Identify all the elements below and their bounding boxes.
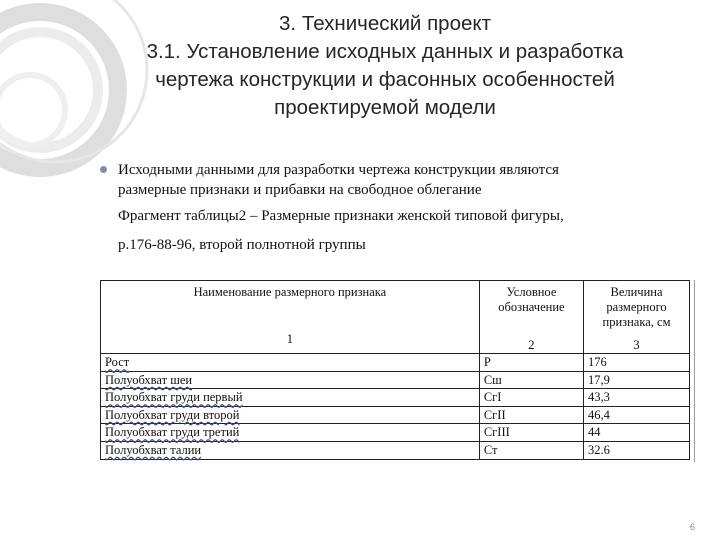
row-name: Рост	[101, 354, 480, 372]
title-line: проектируемой модели	[274, 96, 496, 119]
bullet-line: размерные признаки и прибавки на свободное облегание	[118, 182, 482, 198]
row-symbol: Ст	[479, 441, 583, 459]
row-value: 32.6	[584, 441, 690, 459]
header-value-line: размерного	[606, 300, 667, 314]
column-number-row	[101, 330, 690, 354]
table-row	[101, 371, 690, 389]
table-row	[101, 424, 690, 442]
header-value-line: признака, см	[602, 315, 671, 329]
slide-title	[70, 10, 700, 122]
measurements-table	[100, 280, 690, 460]
row-value: 46,4	[584, 406, 690, 424]
row-symbol: Р	[479, 354, 583, 372]
header-symbol-line: обозначение	[498, 300, 565, 314]
row-name: Полуобхват груди первый	[101, 389, 480, 407]
table-row	[101, 354, 690, 372]
bullet-item	[100, 160, 700, 200]
row-symbol: СгI	[479, 389, 583, 407]
column-number: 2	[479, 330, 583, 354]
row-symbol: Сш	[479, 371, 583, 389]
column-number: 1	[101, 330, 480, 354]
bullet-dot-icon	[100, 166, 107, 173]
row-name: Полуобхват талии	[101, 441, 480, 459]
bullet-line: Исходными данными для разработки чертежа конструкции являются	[118, 162, 559, 178]
row-name: Полуобхват груди третий	[101, 424, 480, 442]
title-line: 3.1. Установление исходных данных и разработка	[146, 40, 624, 63]
row-value: 176	[584, 354, 690, 372]
row-value: 44	[584, 424, 690, 442]
page-number: 6	[690, 522, 696, 532]
header-value	[584, 281, 690, 331]
row-symbol: СгIII	[479, 424, 583, 442]
row-symbol: СгII	[479, 406, 583, 424]
header-name: Наименование размерного признака	[101, 281, 480, 331]
header-symbol	[479, 281, 583, 331]
table-row	[101, 406, 690, 424]
bullet-text	[118, 160, 700, 200]
row-name: Полуобхват шеи	[101, 371, 480, 389]
table-caption-line: р.176-88-96, второй полнотной группы	[118, 237, 366, 253]
row-name: Полуобхват груди второй	[101, 406, 480, 424]
table-row	[101, 389, 690, 407]
table-caption-line: Фрагмент таблицы2 – Размерные признаки женской типовой фигуры,	[118, 208, 564, 224]
row-value: 43,3	[584, 389, 690, 407]
table-row	[101, 441, 690, 459]
column-number: 3	[584, 330, 690, 354]
row-value: 17,9	[584, 371, 690, 389]
table-header-row	[101, 281, 690, 331]
title-line: 3. Технический проект	[279, 12, 491, 35]
header-symbol-line: Условное	[506, 285, 557, 299]
header-value-line: Величина	[610, 285, 663, 299]
table-frame	[100, 280, 695, 462]
title-line: чертежа конструкции и фасонных особенностей	[155, 68, 615, 91]
